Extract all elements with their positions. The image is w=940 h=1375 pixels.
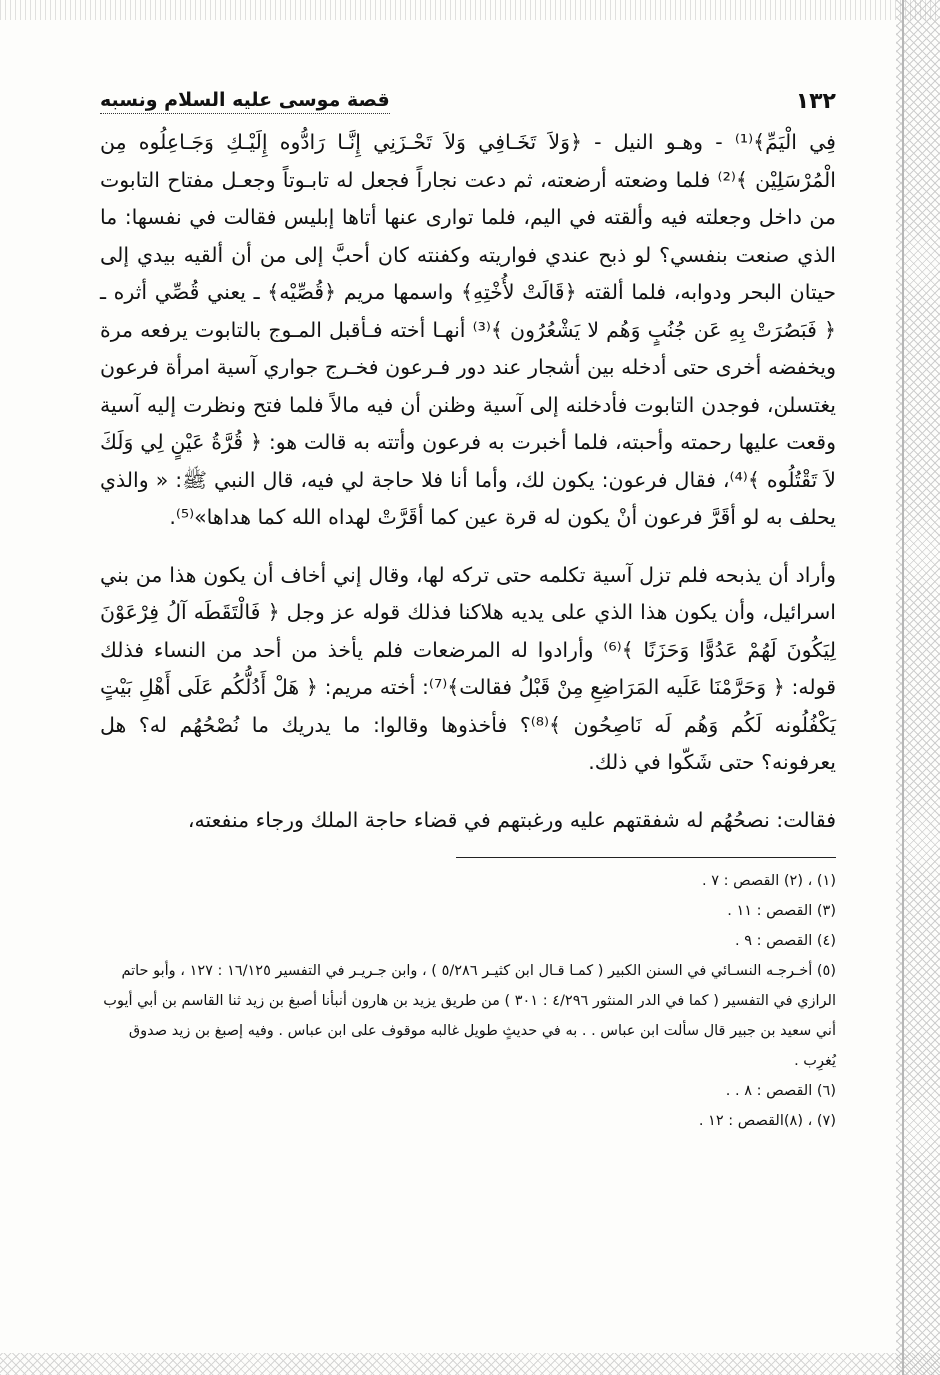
paragraph-3: فقالت: نصحُهُم له شفقتهم عليه ورغبتهم في قضاء حاجة الملك ورجاء منفعته، (187, 807, 836, 832)
page-header (100, 78, 836, 114)
footnote-5: (٥) أخـرجـه النسـائي في السنن الكبير ( كمـا قـال ابن كثيـر ٥/٢٨٦ ) ، وابن جـريـر في التفسير ١٦/١٢٥ : ١٢٧ ، وأبو حاتم الرازي في التفسير ( كما في الدر المنثور ٤/٢٩٦ : ٣٠١ ) من طريق يزيد بن هارون أنبأنا أصبغ بن زيد ثنا القاسم بن أبي أيوب أني سعيد بن جبير قال سألت ابن عباس . . به في حديثٍ طويل غالبه موقوف على ابن عباس . وفيه إصبغ بن زيد صدوق يُغرِب . (103, 963, 836, 1069)
footnote-7-8: (٧) ، (٨)القصص : ١٢ . (698, 1113, 836, 1129)
footnote-6: (٦) القصص : ٨ . . (725, 1083, 836, 1099)
page-border-right (896, 0, 940, 1375)
paragraph-2: وأراد أن يذبحه فلم تزل آسية تكلمه حتى تركه لها، وقال إني أخاف أن يكون هذا من بني اسرائيل، وأن يكون هذا الذي على يديه هلاكنا فذلك قوله عز وجل ﴿ فَالْتَقَطَه آلُ فِرْعَوْنَ لِيَكُونَ لَهُمْ عَدُوًّا وَحَزَنًا ﴾⁽⁶⁾ وأرادوا له المرضعات فلم يأخذ من أحد من النساء فذلك قوله: ﴿ وَحَرَّمْنَا عَلَيه المَرَاضِعِ مِنْ قَبْلُ فقالت﴾⁽⁷⁾: أخته مريم: ﴿ هَلْ أَدُلُّكُم عَلَى أَهْلِ بَيْتٍ يَكْفُلُونه لَكُم وَهُم لَه نَاصِحُون ﴾⁽⁸⁾؟ فأخذوها وقالوا: ما يدريك ما نُصْحُهُم له؟ هل يعرفونه؟ حتى شَكّوا في ذلك. (100, 562, 836, 774)
footnote-3: (٣) القصص : ١١ . (727, 903, 836, 919)
book-page (100, 78, 836, 1136)
page-border-bottom (0, 1353, 940, 1375)
main-text (100, 124, 836, 839)
paragraph-1: فِي الْيَمِّ﴾⁽¹⁾ - وهـو النيل - ﴿وَلاَ تَخَـافِي وَلاَ تَحْـزَنِي إِنَّـا رَادُّوه إِلَيْـكِ وَجَـاعِلُوه مِن الْمُرْسَلِيْن ﴾⁽²⁾ فلما وضعته أرضعته، ثم دعت نجاراً فجعل له تابـوتاً وجعـل مفتاح التابوت من داخل وجعلته فيه وألقته في اليم، فلما توارى عنها أتاها إبليس فقالت في نفسها: ما الذي صنعت بنفسي؟ لو ذبح عندي فواريته وكفنته كان أحبَّ إلى من أن ألقيه بيدي إلى حيتان البحر ودوابه، فلما ألقته ﴿قَالَتْ لأُخْتِهِ﴾ واسمها مريم ﴿قُصِّيْه﴾ ـ يعني قُصِّي أثره ـ ﴿ فَبَصُرَتْ بِهِ عَن جُنُبٍ وَهُم لا يَشْعُرُون ﴾⁽³⁾ أنهـا أخته فـأقبل المـوج بالتابوت يرفعه مرة ويخفضه أخرى حتى أدخله بين أشجار عند دور فـرعون فخـرج جواري آسية امرأة فرعون يغتسلن، فوجدن التابوت فأدخلنه إلى آسية وظنن أن فيه مالاً فلما فتح ونظرت إليه آسية وقعت عليها رحمته وأحبته، فلما أخبرت به فرعون وأتته به قالت هو: ﴿ قُرَّةُ عَيْنٍ لِي وَلَكَ لاَ تَقْتُلُوه ﴾⁽⁴⁾، فقال فرعون: يكون لك، وأما أنا فلا حاجة لي فيه، قال النبي ﷺ: « والذي يحلف به لو أقَرَّ فرعون أنْ يكون له قرة عين كما أقَرَّتْ لهداه الله كما هداها»⁽⁵⁾. (100, 130, 837, 529)
footnote-1-2: (١) ، (٢) القصص : ٧ . (702, 873, 836, 889)
footnote-separator (456, 857, 836, 858)
page-border-top (0, 0, 940, 20)
footnote-4: (٤) القصص : ٩ . (735, 933, 836, 949)
running-title: قصة موسى عليه السلام ونسبه (100, 89, 390, 114)
page-number: ١٣٢ (795, 89, 836, 114)
footnotes (100, 866, 836, 1136)
